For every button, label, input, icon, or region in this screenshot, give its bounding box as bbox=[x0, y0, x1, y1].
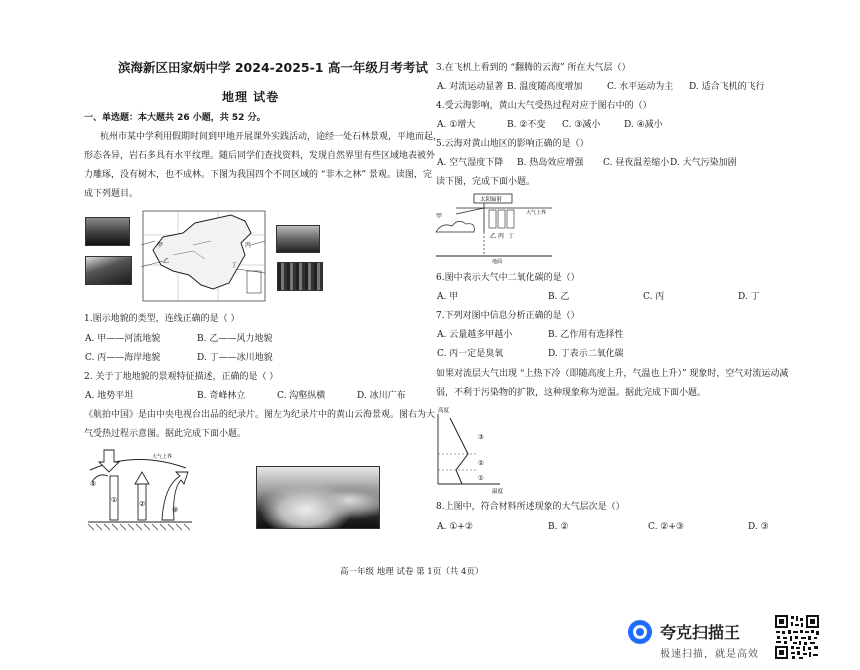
q4-option-d[interactable]: D. ④减小 bbox=[624, 120, 663, 130]
q7-option-a[interactable]: A. 云量越多甲越小 bbox=[437, 330, 513, 340]
q5-option-b[interactable]: B. 热岛效应增强 bbox=[517, 158, 584, 168]
landform-photo-yi bbox=[85, 256, 132, 285]
q3-option-a[interactable]: A. 对流运动显著 bbox=[437, 82, 504, 92]
q5-option-d[interactable]: D. 大气污染加剧 bbox=[670, 158, 737, 168]
heat-label-4: ④ bbox=[90, 480, 97, 488]
graph-xlabel: 温度 bbox=[492, 489, 504, 494]
q3-stem: 3.在飞机上看到的 “翻腾的云海” 所在大气层（） bbox=[436, 63, 631, 73]
section-heading: 一、单选题：本大题共 26 小题，共 52 分。 bbox=[84, 113, 266, 123]
q8-option-b[interactable]: B. ② bbox=[548, 522, 569, 532]
q5-stem: 5.云海对黄山地区的影响正确的是（） bbox=[436, 139, 589, 149]
q6-stem: 6.图中表示大气中二氧化碳的是（） bbox=[436, 273, 580, 283]
intro-line-3: 力雕琢，没有树木，也不成林。下图为我国四个不同区域的 “非木之林” 景观。读图，完 bbox=[84, 170, 432, 180]
q8-option-c[interactable]: C. ②+③ bbox=[648, 522, 684, 532]
q5-option-c[interactable]: C. 昼夜温差缩小 bbox=[603, 158, 670, 168]
q8-option-d[interactable]: D. ③ bbox=[748, 522, 769, 532]
q1-option-b[interactable]: B. 乙——风力地貌 bbox=[197, 334, 273, 344]
q3-option-d[interactable]: D. 适合飞机的飞行 bbox=[689, 82, 765, 92]
graph-label-1: ① bbox=[478, 474, 484, 482]
q6-option-c[interactable]: C. 丙 bbox=[643, 292, 665, 302]
exam-title: 滨海新区田家炳中学 2024-2025-1 高一年级月考考试 bbox=[118, 60, 428, 75]
rad-label-yi: 乙 bbox=[490, 233, 497, 240]
q1-stem: 1.图示地貌的类型，连线正确的是（ ） bbox=[84, 314, 240, 324]
q6-option-b[interactable]: B. 乙 bbox=[548, 292, 570, 302]
quark-logo-icon bbox=[628, 620, 652, 644]
inversion-graph bbox=[430, 404, 510, 494]
solar-radiation-diagram bbox=[434, 192, 554, 264]
page-footer: 高一年级 地理 试卷 第 1页（共 4页） bbox=[340, 567, 484, 577]
q1-option-a[interactable]: A. 甲——河流地貌 bbox=[85, 334, 161, 344]
q2-option-c[interactable]: C. 沟壑纵横 bbox=[277, 391, 326, 401]
intro-line-2: 形态各异，岩石多具有水平纹理。随后同学们查找资料，发现自然界里有些区域地表被外 bbox=[84, 151, 436, 161]
passage2-line-1: 《航拍中国》是由中央电视台出品的纪录片。图左为纪录片中的黄山云海景观。图右为大 bbox=[84, 410, 436, 420]
qr-code bbox=[774, 614, 820, 660]
rad-label-upper: 大气上界 bbox=[526, 210, 547, 216]
q7-stem: 7.下列对图中信息分析正确的是（） bbox=[436, 311, 580, 321]
landform-photo-ding bbox=[277, 262, 323, 291]
exam-subtitle: 地理 试卷 bbox=[222, 90, 280, 104]
read-figure-instruction: 读下图，完成下面小题。 bbox=[436, 177, 536, 187]
graph-ylabel: 高度 bbox=[438, 408, 450, 414]
q2-option-a[interactable]: A. 地势平坦 bbox=[85, 391, 134, 401]
q4-option-b[interactable]: B. ②不变 bbox=[507, 120, 546, 130]
map-label-ding: 丁 bbox=[231, 262, 238, 269]
heat-label-1: ① bbox=[111, 496, 118, 504]
q1-option-d[interactable]: D. 丁——冰川地貌 bbox=[197, 353, 273, 363]
rad-label-jia: 甲 bbox=[436, 213, 443, 220]
passage2-line-2: 气受热过程示意图。据此完成下面小题。 bbox=[84, 429, 247, 439]
q3-option-c[interactable]: C. 水平运动为主 bbox=[607, 82, 674, 92]
q6-option-d[interactable]: D. 丁 bbox=[738, 292, 760, 302]
q4-stem: 4.受云海影响，黄山大气受热过程对应于图右中的（） bbox=[436, 101, 652, 111]
q2-stem: 2. 关于丁地地貌的景观特征描述，正确的是（ ） bbox=[84, 372, 279, 382]
rad-label-bing: 丙 bbox=[498, 233, 505, 240]
map-label-jia: 甲 bbox=[157, 242, 164, 249]
rad-label-ground: 地面 bbox=[492, 259, 503, 264]
q3-option-b[interactable]: B. 温度随高度增加 bbox=[507, 82, 583, 92]
q4-option-c[interactable]: C. ③减小 bbox=[562, 120, 601, 130]
intro-line-4: 成下列题目。 bbox=[84, 189, 139, 199]
q1-option-c[interactable]: C. 丙——海岸地貌 bbox=[85, 353, 161, 363]
q7-option-d[interactable]: D. 丁表示二氧化碳 bbox=[548, 349, 624, 359]
rad-label-ding: 丁 bbox=[508, 233, 515, 240]
q8-stem: 8.上图中，符合材料所述现象的大气层次是（） bbox=[436, 502, 625, 512]
q7-option-b[interactable]: B. 乙作用有选择性 bbox=[548, 330, 624, 340]
map-label-yi: 乙 bbox=[163, 258, 170, 265]
map-label-bing: 丙 bbox=[245, 242, 252, 249]
q7-option-c[interactable]: C. 丙一定是臭氧 bbox=[437, 349, 504, 359]
graph-label-3: ③ bbox=[478, 433, 484, 441]
landform-photo-bing bbox=[276, 225, 320, 253]
landform-photo-jia bbox=[85, 217, 130, 246]
q8-option-a[interactable]: A. ①+② bbox=[437, 522, 473, 532]
passage3-line-1: 如果对流层大气出现 “上热下冷（即随高度上升，气温也上升）” 现象时，空气对流运动减 bbox=[436, 369, 789, 379]
q6-option-a[interactable]: A. 甲 bbox=[437, 292, 459, 302]
brand-slogan: 极速扫描，就是高效 bbox=[660, 649, 759, 660]
heat-label-upper: 大气上界 bbox=[152, 454, 173, 460]
atmosphere-heating-diagram bbox=[86, 446, 196, 534]
q4-option-a[interactable]: A. ①增大 bbox=[437, 120, 476, 130]
passage3-line-2: 弱，不利于污染物的扩散，这种现象称为逆温。据此完成下面小题。 bbox=[436, 388, 707, 398]
sea-of-clouds-photo bbox=[256, 466, 380, 529]
heat-label-2: ② bbox=[139, 500, 146, 508]
brand-name: 夸克扫描王 bbox=[660, 623, 741, 642]
rad-label-sun: 太阳辐射 bbox=[480, 197, 503, 203]
q2-option-d[interactable]: D. 冰川广布 bbox=[357, 391, 406, 401]
q5-option-a[interactable]: A. 空气湿度下降 bbox=[437, 158, 504, 168]
intro-line-1: 杭州市某中学利用假期时间到甲地开展课外实践活动，途经一处石林景观，平地而起， bbox=[100, 132, 443, 142]
heat-label-3: ③ bbox=[172, 506, 179, 514]
q2-option-b[interactable]: B. 奇峰林立 bbox=[197, 391, 246, 401]
graph-label-2: ② bbox=[478, 459, 484, 467]
china-map bbox=[133, 205, 273, 305]
